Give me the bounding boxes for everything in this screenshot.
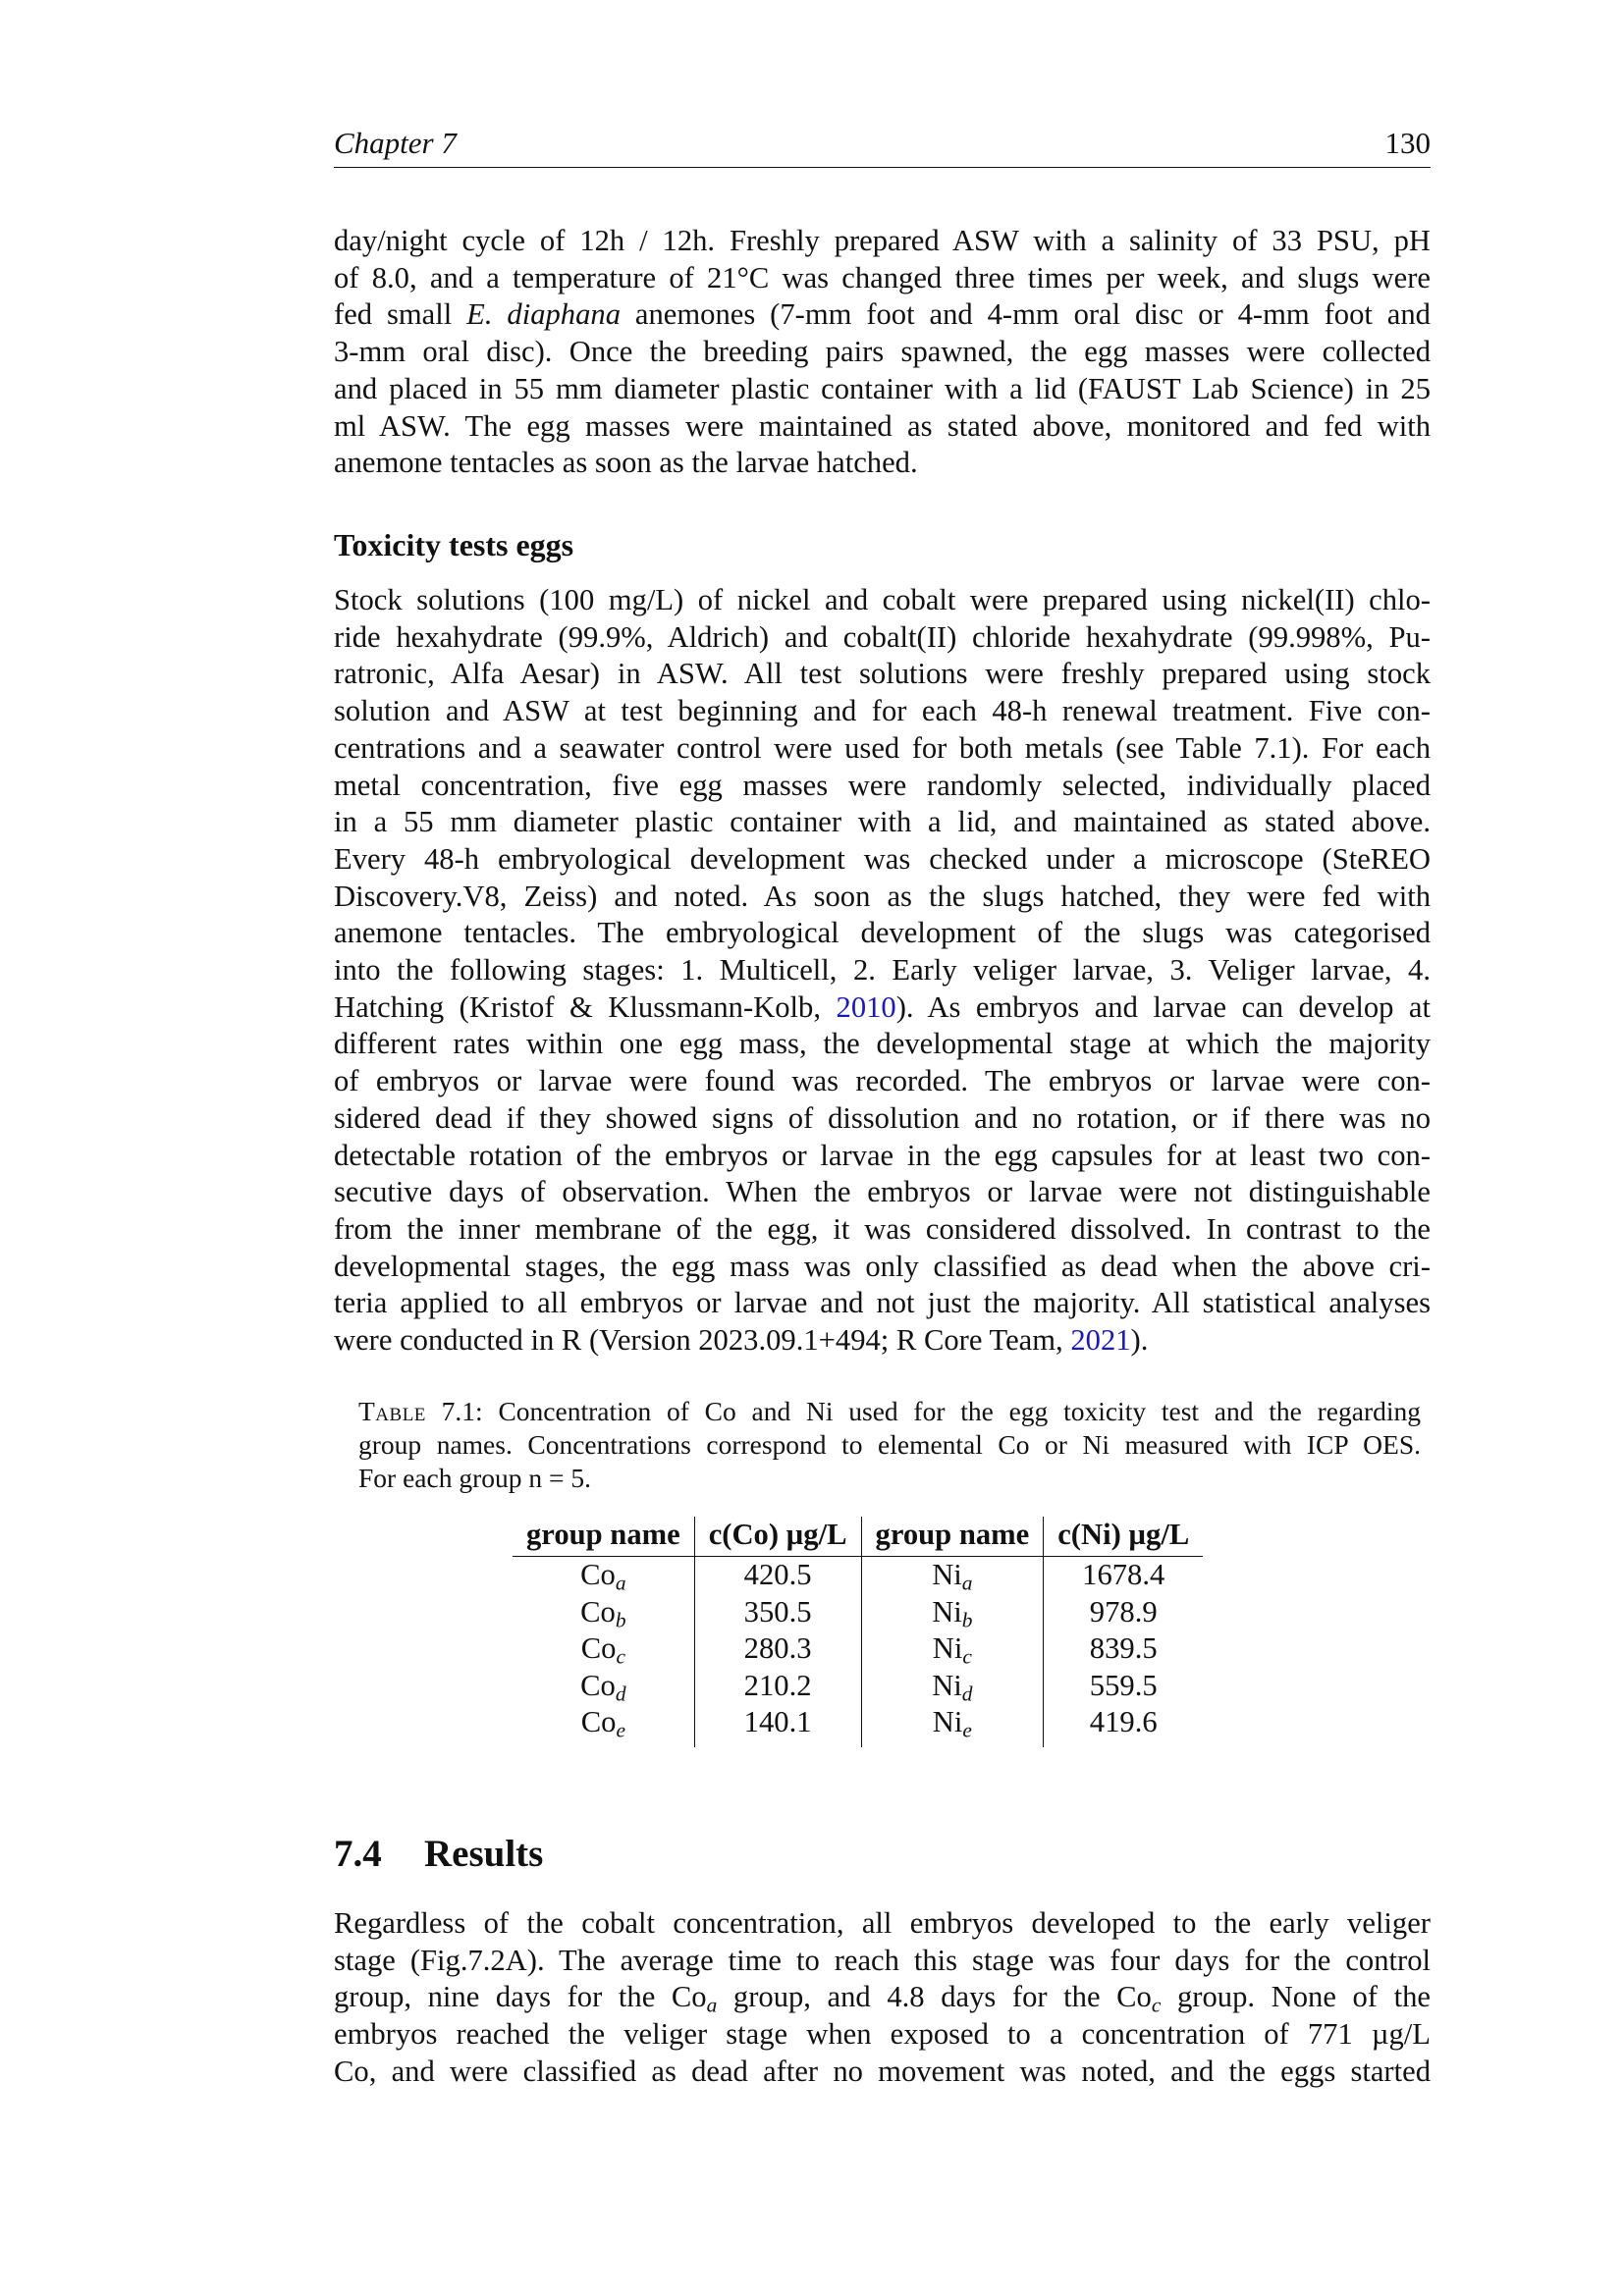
text-line: teria applied to all embryos or larvae and not just the majority. All statistical analyses bbox=[334, 1286, 1431, 1320]
text-line: in a 55 mm diameter plastic container with a lid, and maintained as stated above. bbox=[334, 805, 1431, 839]
section-heading bbox=[334, 1832, 543, 1876]
section-title: Results bbox=[424, 1833, 544, 1875]
species-name: E. diaphana bbox=[466, 297, 621, 332]
text-line: sidered dead if they showed signs of dissolution and no rotation, or if there was no bbox=[334, 1100, 1431, 1135]
ni-group-cell: $Ni_a$ bbox=[861, 1557, 1044, 1594]
text-line: anemone tentacles as soon as the larvae hatched. bbox=[334, 446, 918, 480]
text-line: solution and ASW at test beginning and for each 48-h renewal treatment. Five con- bbox=[334, 694, 1431, 728]
subsection-heading: Toxicity tests eggs bbox=[334, 527, 574, 562]
table-row bbox=[513, 1630, 1203, 1668]
co-group-cell: $Co_c$ bbox=[580, 1631, 625, 1669]
header-ni-group: group name bbox=[861, 1517, 1044, 1557]
text-line: Co, and were classified as dead after no movement was noted, and the eggs started bbox=[334, 2054, 1431, 2088]
ni-conc-cell: 1678.4 bbox=[1044, 1557, 1204, 1594]
text-line: different rates within one egg mass, the developmental stage at which the majority bbox=[334, 1027, 1431, 1061]
text-line: Hatching (Kristof & Klussmann-Kolb, 2010). As embryos and larvae can develop at bbox=[334, 989, 1431, 1024]
paragraph-results bbox=[334, 1905, 1431, 2091]
concentration-table bbox=[513, 1517, 1203, 1747]
co-conc-cell: 420.5 bbox=[694, 1557, 861, 1594]
header-co-conc: c(Co) µg/L bbox=[694, 1517, 861, 1557]
text-line: and placed in 55 mm diameter plastic container with a lid (FAUST Lab Science) in 25 bbox=[334, 371, 1431, 405]
text-line: detectable rotation of the embryos or larvae in the egg capsules for at least two con- bbox=[334, 1138, 1431, 1172]
text-line: ratronic, Alfa Aesar) in ASW. All test solutions were freshly prepared using stock bbox=[334, 657, 1431, 691]
text-line: into the following stages: 1. Multicell, 2. Early veliger larvae, 3. Veliger larvae, 4. bbox=[334, 953, 1431, 988]
text-line: centrations and a seawater control were used for both metals (see Table 7.1). For each bbox=[334, 730, 1431, 765]
ni-group-cell: $Ni_d$ bbox=[861, 1668, 1044, 1705]
text-line: day/night cycle of 12h / 12h. Freshly prepared ASW with a salinity of 33 PSU, pH bbox=[334, 224, 1431, 257]
text-line: of 8.0, and a temperature of 21°C was changed three times per week, and slugs were bbox=[334, 260, 1431, 294]
caption-label: Table bbox=[358, 1396, 426, 1426]
ni-conc-cell: 839.5 bbox=[1044, 1630, 1204, 1668]
co-group-cell: $Co_a$ bbox=[580, 1558, 626, 1595]
caption-line: For each group n = 5. bbox=[358, 1462, 591, 1493]
co-conc-cell: 140.1 bbox=[694, 1704, 861, 1747]
text-line: developmental stages, the egg mass was only classified as dead when the above cri- bbox=[334, 1249, 1431, 1283]
co-conc-cell: 350.5 bbox=[694, 1594, 861, 1631]
text-line: metal concentration, five egg masses were randomly selected, individually placed bbox=[334, 768, 1431, 802]
text-line: of embryos or larvae were found was recorded. The embryos or larvae were con- bbox=[334, 1064, 1431, 1098]
citation-link-2010[interactable]: 2010 bbox=[836, 989, 896, 1024]
co-group-cell: $Co_d$ bbox=[580, 1668, 626, 1706]
text-line: embryos reached the veliger stage when exposed to a concentration of 771 µg/L bbox=[334, 2017, 1431, 2052]
text-line: ride hexahydrate (99.9%, Aldrich) and cobalt(II) chloride hexahydrate (99.998%, Pu- bbox=[334, 619, 1431, 654]
section-number: 7.4 bbox=[334, 1833, 382, 1875]
ni-conc-cell: 978.9 bbox=[1044, 1594, 1204, 1631]
text-line: Regardless of the cobalt concentration, all embryos developed to the early veliger bbox=[334, 1906, 1431, 1940]
table-row bbox=[513, 1668, 1203, 1705]
caption-line: Table 7.1: Concentration of Co and Ni used for the egg toxicity test and the regarding bbox=[358, 1396, 1421, 1426]
citation-link-2021[interactable]: 2021 bbox=[1070, 1323, 1131, 1358]
page-number: 130 bbox=[1384, 126, 1431, 160]
text-line: stage (Fig.7.2A). The average time to reach this stage was four days for the control bbox=[334, 1943, 1431, 1977]
header-ni-conc: c(Ni) µg/L bbox=[1044, 1517, 1204, 1557]
text-line: anemone tentacles. The embryological development of the slugs was categorised bbox=[334, 916, 1431, 950]
caption-line: group names. Concentrations correspond to elemental Co or Ni measured with ICP OES. bbox=[358, 1428, 1421, 1460]
table-row bbox=[513, 1704, 1203, 1747]
table-caption bbox=[358, 1395, 1421, 1494]
co-group-cell: $Co_e$ bbox=[580, 1705, 625, 1742]
text-line: secutive days of observation. When the embryos or larvae were not distinguishable bbox=[334, 1175, 1431, 1209]
text-line: from the inner membrane of the egg, it was considered dissolved. In contrast to the bbox=[334, 1211, 1431, 1246]
ni-conc-cell: 559.5 bbox=[1044, 1668, 1204, 1705]
paragraph-husbandry bbox=[334, 223, 1431, 482]
table-row bbox=[513, 1594, 1203, 1631]
table-row bbox=[513, 1557, 1203, 1594]
text-line: were conducted in R (Version 2023.09.1+494; R Core Team, 2021). bbox=[334, 1323, 1149, 1358]
text-line: fed small E. diaphana anemones (7-mm foot and 4-mm oral disc or 4-mm foot and bbox=[334, 297, 1431, 332]
table-header-row bbox=[513, 1517, 1203, 1557]
co-conc-cell: 280.3 bbox=[694, 1630, 861, 1668]
text-line: 3-mm oral disc). Once the breeding pairs spawned, the egg masses were collected bbox=[334, 335, 1431, 369]
paragraph-toxicity-tests bbox=[334, 582, 1431, 1360]
ni-conc-cell: 419.6 bbox=[1044, 1704, 1204, 1747]
co-group-cell: $Co_b$ bbox=[580, 1594, 626, 1632]
caption-number: 7.1: bbox=[441, 1396, 483, 1426]
chapter-label: Chapter 7 bbox=[334, 126, 457, 160]
header-co-group: group name bbox=[513, 1517, 694, 1557]
ni-group-cell: $Ni_e$ bbox=[861, 1704, 1044, 1747]
ni-group-cell: $Ni_b$ bbox=[861, 1594, 1044, 1631]
text-line: group, nine days for the $Co_a$ group, and 4.8 days for the $Co_c$ group. None of the bbox=[334, 1980, 1431, 2017]
running-header bbox=[334, 126, 1431, 168]
ni-group-cell: $Ni_c$ bbox=[861, 1630, 1044, 1668]
text-line: Every 48-h embryological development was checked under a microscope (SteREO bbox=[334, 841, 1431, 876]
text-line: Discovery.V8, Zeiss) and noted. As soon as the slugs hatched, they were fed with bbox=[334, 879, 1431, 913]
text-line: Stock solutions (100 mg/L) of nickel and cobalt were prepared using nickel(II) chlo- bbox=[334, 583, 1431, 616]
co-conc-cell: 210.2 bbox=[694, 1668, 861, 1705]
text-line: ml ASW. The egg masses were maintained as stated above, monitored and fed with bbox=[334, 408, 1431, 443]
